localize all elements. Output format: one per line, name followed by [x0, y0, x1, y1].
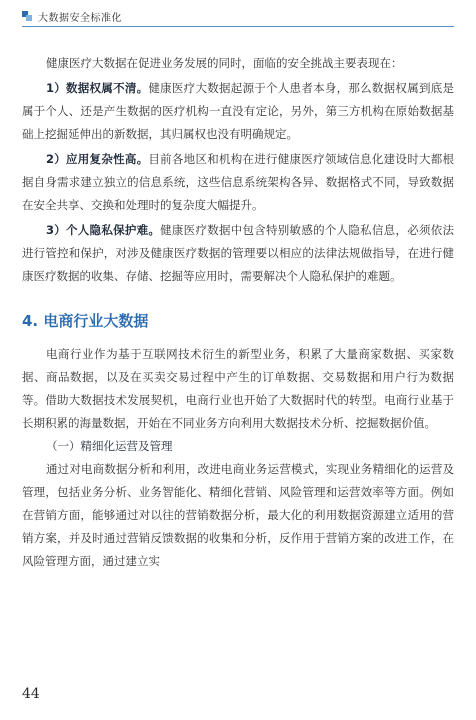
logo-square-light	[26, 15, 32, 21]
page-content	[22, 52, 454, 573]
list-item-1	[22, 77, 454, 146]
section-paragraph: 电商行业作为基于互联网技术衍生的新型业务，积累了大量商家数据、买家数据、商品数据，以及在买卖交易过程中产生的订单数据、交易数据和用户行为数据等。借助大数据技术发展契机，电商行业也开始了大数据时代的转型。电商行业基于长期积累的海量数据，开始在不同业务方向利用大数据技术分析、挖掘数据价值。	[22, 347, 454, 430]
intro-paragraph: 健康医疗大数据在促进业务发展的同时，面临的安全挑战主要表现在：	[46, 56, 403, 70]
header-divider	[22, 26, 454, 27]
list-item-3-lead: 3）个人隐私保护难。	[46, 223, 161, 237]
section-heading: 4. 电商行业大数据	[22, 312, 149, 330]
list-item-3-text: 健康医疗数据中包含特别敏感的个人隐私信息，必须依法进行管控和保护，对涉及健康医疗数据的管理要以相应的法律法规做指导，在进行健康医疗数据的收集、存储、挖掘等应用时，需要解决个人隐私保护的难题。	[22, 223, 454, 283]
list-item-2	[22, 148, 454, 217]
list-item-3	[22, 219, 454, 288]
list-item-1-lead: 1）数据权属不清。	[46, 81, 149, 95]
subsection-paragraph: 通过对电商数据分析和利用，改进电商业务运营模式，实现业务精细化的运营及管理，包括业务分析、业务智能化、精细化营销、风险管理和运营效率等方面。例如在营销方面，能够通过对以往的营销数据分析，最大化的利用数据资源建立适用的营销方案，并及时通过营销反馈数据的收集和分析，反作用于营销方案的改进工作，在风险管理方面，通过建立实	[22, 462, 454, 568]
page-number: 44	[22, 686, 40, 702]
list-item-2-text: 目前各地区和机构在进行健康医疗领域信息化建设时大都根据自身需求建立独立的信息系统，这些信息系统架构各异、数据格式不同，导致数据在安全共享、交换和处理时的复杂度大幅提升。	[22, 152, 454, 212]
list-item-2-lead: 2）应用复杂性高。	[46, 152, 149, 166]
list-item-1-text: 健康医疗大数据起源于个人患者本身，那么数据权属到底是属于个人、还是产生数据的医疗机构一直没有定论，另外，第三方机构在原始数据基础上挖掘延伸出的新数据，其归属权也没有明确规定。	[22, 81, 454, 141]
header-title: 大数据安全标准化	[38, 12, 122, 24]
logo-squares-icon	[22, 11, 32, 21]
subsection-heading: （一）精细化运营及管理	[46, 439, 173, 453]
running-header	[22, 8, 122, 24]
